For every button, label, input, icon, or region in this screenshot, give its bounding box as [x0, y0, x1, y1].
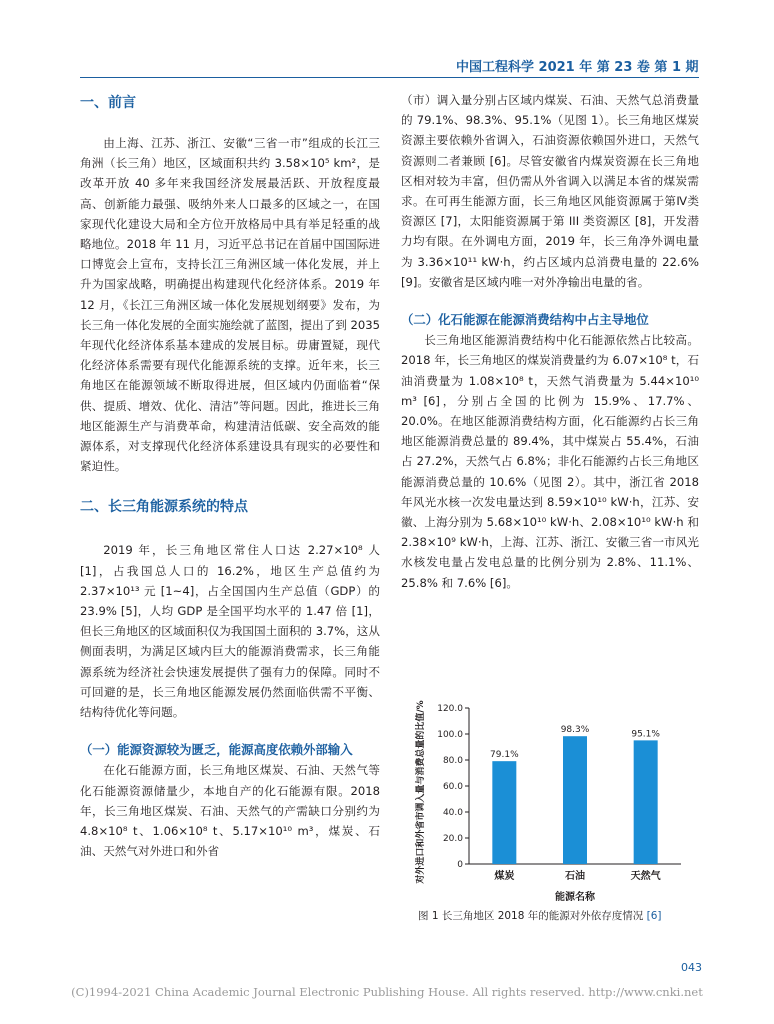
subsection2-paragraph: 长三角地区能源消费结构中化石能源依然占比较高。2018 年，长三角地区的煤炭消费量约为 6.07×10⁸ t，石油消费量为 1.08×10⁸ t，天然气消费量为 5.44×10¹⁰ m³ [6]，分别占全国的比例为 15.9%、17.7%、20.0%。在地区能源消费结构方面，化石能源约占长三角地区能源消费总量的 89.4%，其中煤炭占 55.4%，石油占 27.2%，天然气占 6.8%；非化石能源约占长三角地区能源消费总量的 10.6%（见图 2）。其中，浙江省 2018 年风光水核一次发电量达到 8.59×10¹⁰ kW·h，江苏、安徽、上海分别为 5.68×10¹⁰ kW·h、2.08×10¹⁰ kW·h 和 2.38×10⁹ kW·h，上海、江苏、浙江、安徽三省一市风光水核发电量占发电总量的比例分别为 2.8%、11.1%、25.8% 和 7.6% [6]。: [401, 333, 699, 590]
figure-caption-ref: [6]: [646, 910, 662, 922]
section1-title: 一、前言: [80, 95, 136, 111]
figure-caption-text: 图 1 长三角地区 2018 年的能源对外依存度情况: [418, 910, 644, 922]
subsection1-paragraph: 在化石能源方面，长三角地区煤炭、石油、天然气等化石能源资源储量少，本地自产的化石能源有限。2018 年，长三角地区煤炭、石油、天然气的产需缺口分别约为 4.8×10⁸ t、1.06×10⁸ t、5.17×10¹⁰ m³，煤炭、石油、天然气对外进口和外省: [80, 763, 380, 859]
section2-paragraph: 2019 年，长三角地区常住人口达 2.27×10⁸ 人 [1]，占我国总人口的 16.2%，地区生产总值约为 2.37×10¹³ 元 [1~4]，占全国国内生产总值（GDP）的 23.9% [5]，人均 GDP 是全国平均水平的 1.47 倍 [1]，但长三角地区的区域面积仅为我国国土面积的 3.7%，这从侧面表明，为满足区域内巨大的能源消费需求，长三角能源系统为经济社会快速发展提供了强有力的保障。同时不可回避的是，长三角地区能源发展仍然面临供需不平衡、结构待优化等问题。: [80, 543, 380, 720]
bar-value-label: 95.1%: [631, 729, 660, 740]
bar-0: [492, 761, 516, 864]
y-tick-label: 120.0: [437, 704, 463, 714]
y-tick-label: 80.0: [442, 756, 463, 766]
copyright-footer: (C)1994-2021 China Academic Journal Electronic Publishing House. All rights reserved. http://www.cnki.net: [71, 985, 703, 999]
bar-value-label: 98.3%: [560, 725, 590, 736]
section2-title: 二、长三角能源系统的特点: [80, 499, 248, 516]
bar-value-label: 79.1%: [490, 750, 519, 761]
header-divider: [80, 77, 699, 78]
right-column: [401, 90, 699, 593]
energy-dependence-chart: [401, 700, 699, 905]
subsection2-title: （二）化石能源在能源消费结构中占主导地位: [401, 312, 649, 328]
x-tick-label: 石油: [565, 871, 585, 882]
y-tick-label: 20.0: [442, 834, 463, 844]
bar-1: [563, 736, 587, 864]
journal-header: 中国工程科学 2021 年 第 23 卷 第 1 期: [456, 60, 699, 75]
figure-caption: [418, 908, 661, 923]
x-tick-label: 煤炭: [494, 871, 515, 882]
chart-y-label: 对外进口和外省市调入量与消费总量的比值/%: [416, 700, 426, 884]
left-column: [80, 90, 380, 862]
section1-paragraph: 由上海、江苏、浙江、安徽“三省一市”组成的长江三角洲（长三角）地区，区域面积共约 3.58×10⁵ km²，是改革开放 40 多年来我国经济发展最活跃、开放程度最高、创新能力最强、吸纳外来人口最多的区域之一，在国家现代化建设大局和全方位开放格局中具有举足轻重的战略地位。2018 年 11 月，习近平总书记在首届中国国际进口博览会上宣布，支持长江三角洲区域一体化发展，并上升为国家战略，明确提出构建现代化经济体系。2019 年 12 月，《长江三角洲区域一体化发展规划纲要》发布，为长三角一体化发展的全面实施绘就了蓝图，提出了到 2035 年现代化经济体系基本建成的发展目标。毋庸置疑，现代化经济体系需要有现代化能源系统的支撑。近年来，长三角地区在能源领域不断取得进展，但区域内仍面临着“保供、提质、增效、优化、清洁”等问题。因此，推进长三角地区能源生产与消费革命，构建清洁低碳、安全高效的能源体系，对支撑现代化经济体系建设具有现实的必要性和紧迫性。: [80, 136, 380, 474]
y-tick-label: 0: [457, 860, 463, 870]
y-tick-label: 40.0: [442, 808, 463, 818]
page-number: 043: [681, 961, 702, 974]
figure-1: [401, 700, 699, 930]
continued-paragraph: （市）调入量分别占区域内煤炭、石油、天然气总消费量的 79.1%、98.3%、95.1%（见图 1）。长三角地区煤炭资源主要依赖外省调入，石油资源依赖国外进口，天然气资源则二者兼顾 [6]。尽管安徽省内煤炭资源在长三角地区相对较为丰富，但仍需从外省调入以满足本省的煤炭需求。在可再生能源方面，长三角地区风能资源属于第Ⅳ类资源区 [7]，太阳能资源属于第 III 类资源区 [8]，开发潜力均有限。在外调电方面，2019 年，长三角净外调电量为 3.36×10¹¹ kW·h，约占区域内总消费电量的 22.6% [9]。安徽省是区域内唯一对外净输出电量的省。: [401, 93, 699, 289]
x-tick-label: 天然气: [630, 871, 661, 882]
chart-x-label: 能源名称: [555, 892, 595, 903]
y-tick-label: 100.0: [437, 730, 463, 740]
subsection1-title: （一）能源资源较为匮乏，能源高度依赖外部输入: [80, 742, 353, 758]
y-tick-label: 60.0: [442, 782, 463, 792]
bar-2: [634, 740, 658, 864]
